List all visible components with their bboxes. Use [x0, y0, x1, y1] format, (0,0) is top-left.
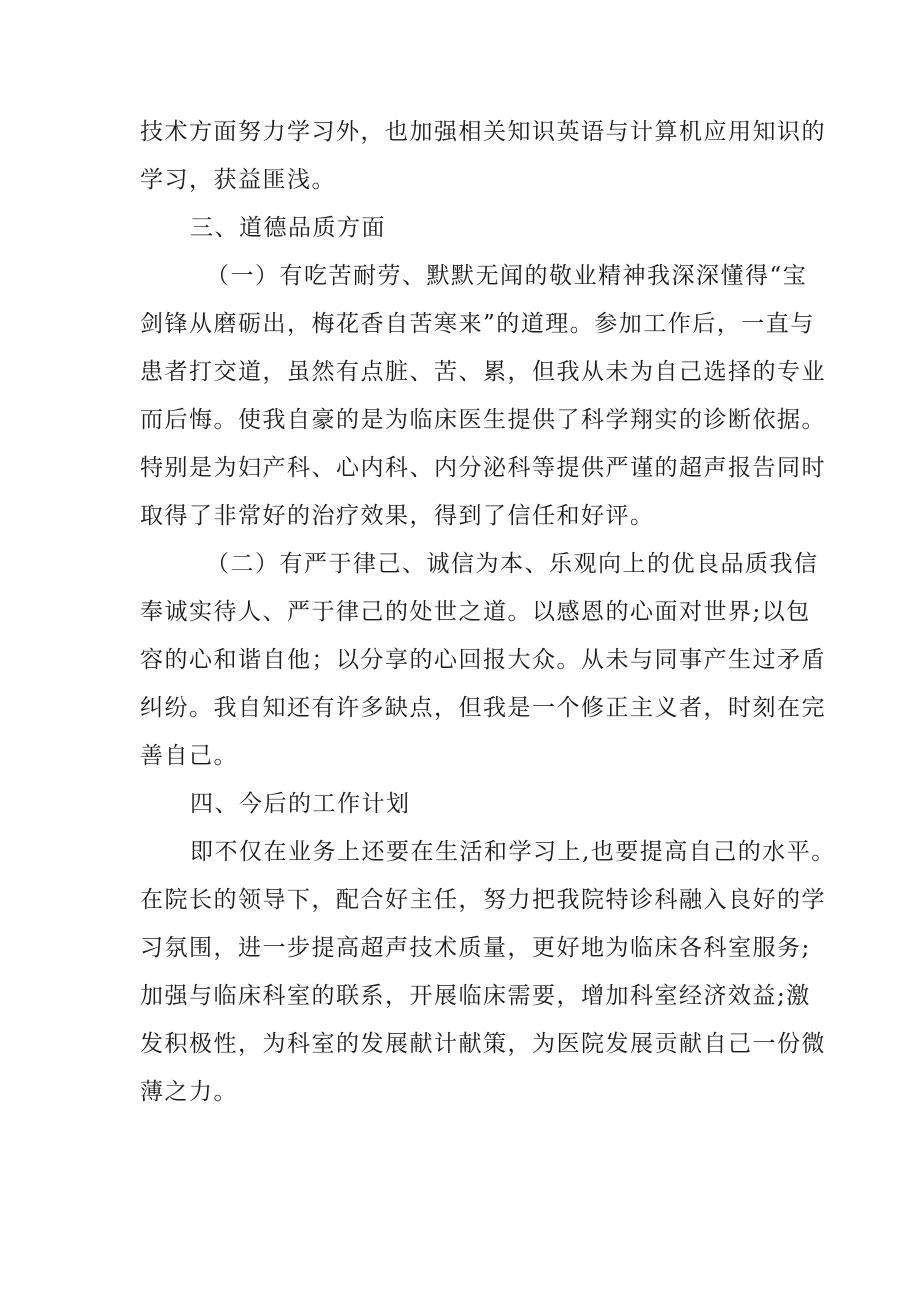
text-line: 在院长的领导下，配合好主任，努力把我院特诊科融入良好的学 — [140, 887, 826, 913]
text-line: 奉诚实待人、严于律己的处世之道。以感恩的心面对世界;以包 — [140, 599, 811, 625]
text-line: 而后悔。使我自豪的是为临床医生提供了科学翔实的诊断依据。 — [140, 407, 826, 433]
text-line: 纠纷。我自知还有许多缺点，但我是一个修正主义者，时刻在完 — [140, 695, 826, 721]
text-line: 特别是为妇产科、心内科、内分泌科等提供严谨的超声报告同时 — [140, 455, 826, 481]
text-line: 剑锋从磨砺出，梅花香自苦寒来”的道理。参加工作后，一直与 — [140, 311, 815, 337]
text-line: 取得了非常好的治疗效果，得到了信任和好评。 — [140, 503, 655, 529]
text-line: 习氛围，进一步提高超声技术质量，更好地为临床各科室服务; — [140, 935, 811, 961]
heading-text: 四、今后的工作计划 — [190, 791, 411, 817]
section-heading-moral-quality — [140, 204, 785, 252]
paragraph-continuation — [140, 108, 826, 204]
text-line: 发积极性，为科室的发展献计献策，为医院发展贡献自己一份微 — [140, 1031, 826, 1057]
text-line: 技术方面努力学习外，也加强相关知识英语与计算机应用知识的 — [140, 119, 826, 145]
text-line: （一）有吃苦耐劳、默默无闻的敬业精神我深深懂得“宝 — [206, 263, 808, 289]
paragraph-sub-one — [140, 252, 826, 540]
text-line: 善自己。 — [140, 743, 238, 769]
text-line: 即不仅在业务上还要在生活和学习上,也要提高自己的水平。 — [190, 839, 836, 865]
paragraph-sub-two — [140, 540, 826, 780]
text-line: （二）有严于律己、诚信为本、乐观向上的优良品质我信 — [206, 551, 819, 577]
heading-text: 三、道德品质方面 — [190, 215, 386, 241]
paragraph-plan-body — [140, 828, 836, 1116]
text-line: 患者打交道，虽然有点脏、苦、累，但我从未为自己选择的专业 — [140, 359, 826, 385]
section-heading-future-plan — [140, 780, 785, 828]
text-line: 加强与临床科室的联系，开展临床需要，增加科室经济效益;激 — [140, 983, 811, 1009]
text-line: 容的心和谐自他；以分享的心回报大众。从未与同事产生过矛盾 — [140, 647, 826, 673]
document-body — [140, 108, 836, 1116]
text-line: 学习，获益匪浅。 — [140, 167, 336, 193]
text-line: 薄之力。 — [140, 1079, 238, 1105]
